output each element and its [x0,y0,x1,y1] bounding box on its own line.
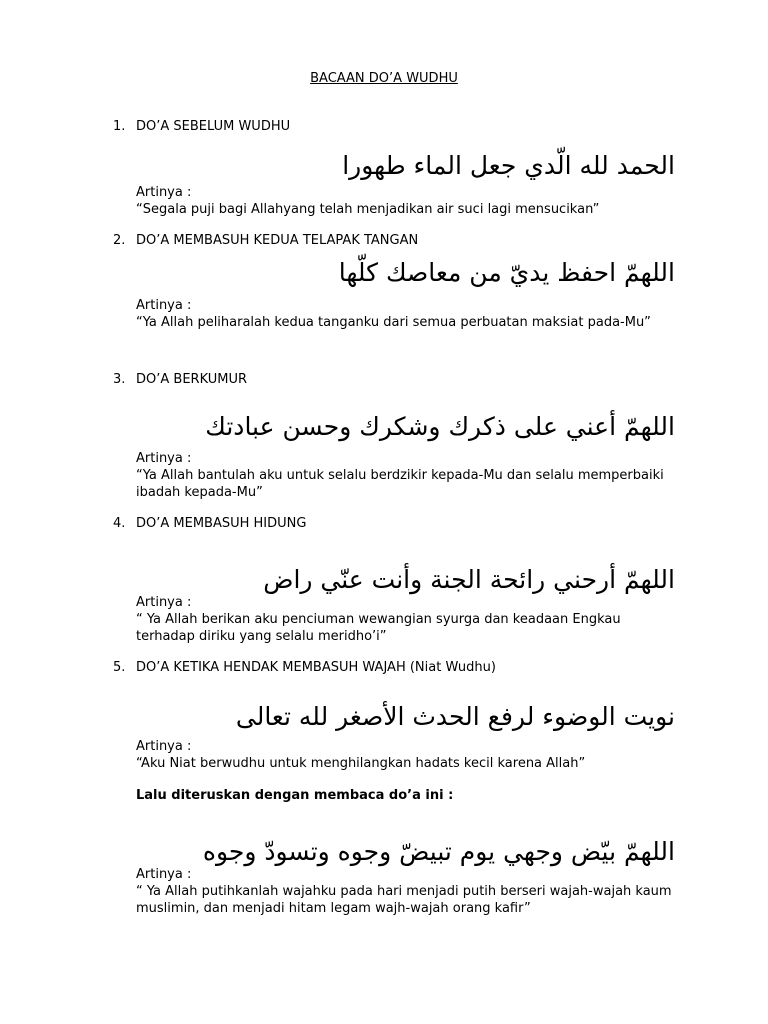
section-4-title: DO’A MEMBASUH HIDUNG [136,516,307,531]
section-2-heading [113,232,418,250]
section-1-artinya-label: Artinya : [136,185,192,200]
section-5-arabic: نويت الوضوء لرفع الحدث الأصغر لله تعالى [235,702,675,731]
section-5-number: 5. [113,660,126,675]
section-2-number: 2. [113,233,126,248]
section-4-number: 4. [113,516,126,531]
section-1-number: 1. [113,119,126,134]
section-3-translation: “Ya Allah bantulah aku untuk selalu berdzikir kepada-Mu dan selalu memperbaiki ibadah kepada-Mu” [136,468,664,500]
section-4-artinya-label: Artinya : [136,595,192,610]
section-3-number: 3. [113,372,126,387]
document-title: BACAAN DO’A WUDHU [310,71,458,86]
section-2-title: DO’A MEMBASUH KEDUA TELAPAK TANGAN [136,233,419,248]
section-5-heading [113,659,496,677]
section-2-arabic: اللهمّ احفظ يديّ من معاصك كلّها [338,258,675,287]
section-5-artinya-label: Artinya : [136,739,192,754]
section-4-translation: “ Ya Allah berikan aku penciuman wewangian syurga dan keadaan Engkau terhadap diriku yang selalu meridho’i” [136,612,621,644]
continuation-artinya-label: Artinya : [136,867,192,882]
section-5-translation: “Aku Niat berwudhu untuk menghilangkan hadats kecil karena Allah” [136,756,586,771]
section-2-translation: “Ya Allah peliharalah kedua tanganku dari semua perbuatan maksiat pada-Mu” [136,315,651,330]
section-3-artinya-label: Artinya : [136,451,192,466]
section-4-arabic: اللهمّ أرحني رائحة الجنة وأنت عنّي راض [263,565,675,594]
section-4-heading [113,515,306,533]
section-3-heading [113,371,247,389]
section-1-translation: “Segala puji bagi Allahyang telah menjadikan air suci lagi mensucikan” [136,202,600,217]
section-3-arabic: اللهمّ أعني على ذكرك وشكرك وحسن عبادتك [205,412,675,441]
section-1-title: DO’A SEBELUM WUDHU [136,119,291,134]
section-2-artinya-label: Artinya : [136,298,192,313]
continuation-arabic: اللهمّ بيّض وجهي يوم تبيضّ وجوه وتسودّ وجوه [202,837,675,866]
section-1-heading [113,118,290,136]
section-5-title: DO’A KETIKA HENDAK MEMBASUH WAJAH (Niat Wudhu) [136,660,496,675]
section-3-title: DO’A BERKUMUR [136,372,248,387]
section-1-arabic: الحمد لله الّدي جعل الماء طهورا [342,151,675,180]
continuation-note: Lalu diteruskan dengan membaca do’a ini : [136,788,454,803]
continuation-translation: “ Ya Allah putihkanlah wajahku pada hari menjadi putih berseri wajah-wajah kaum muslimin, dan menjadi hitam legam wajh-wajah orang kafir” [136,884,672,916]
